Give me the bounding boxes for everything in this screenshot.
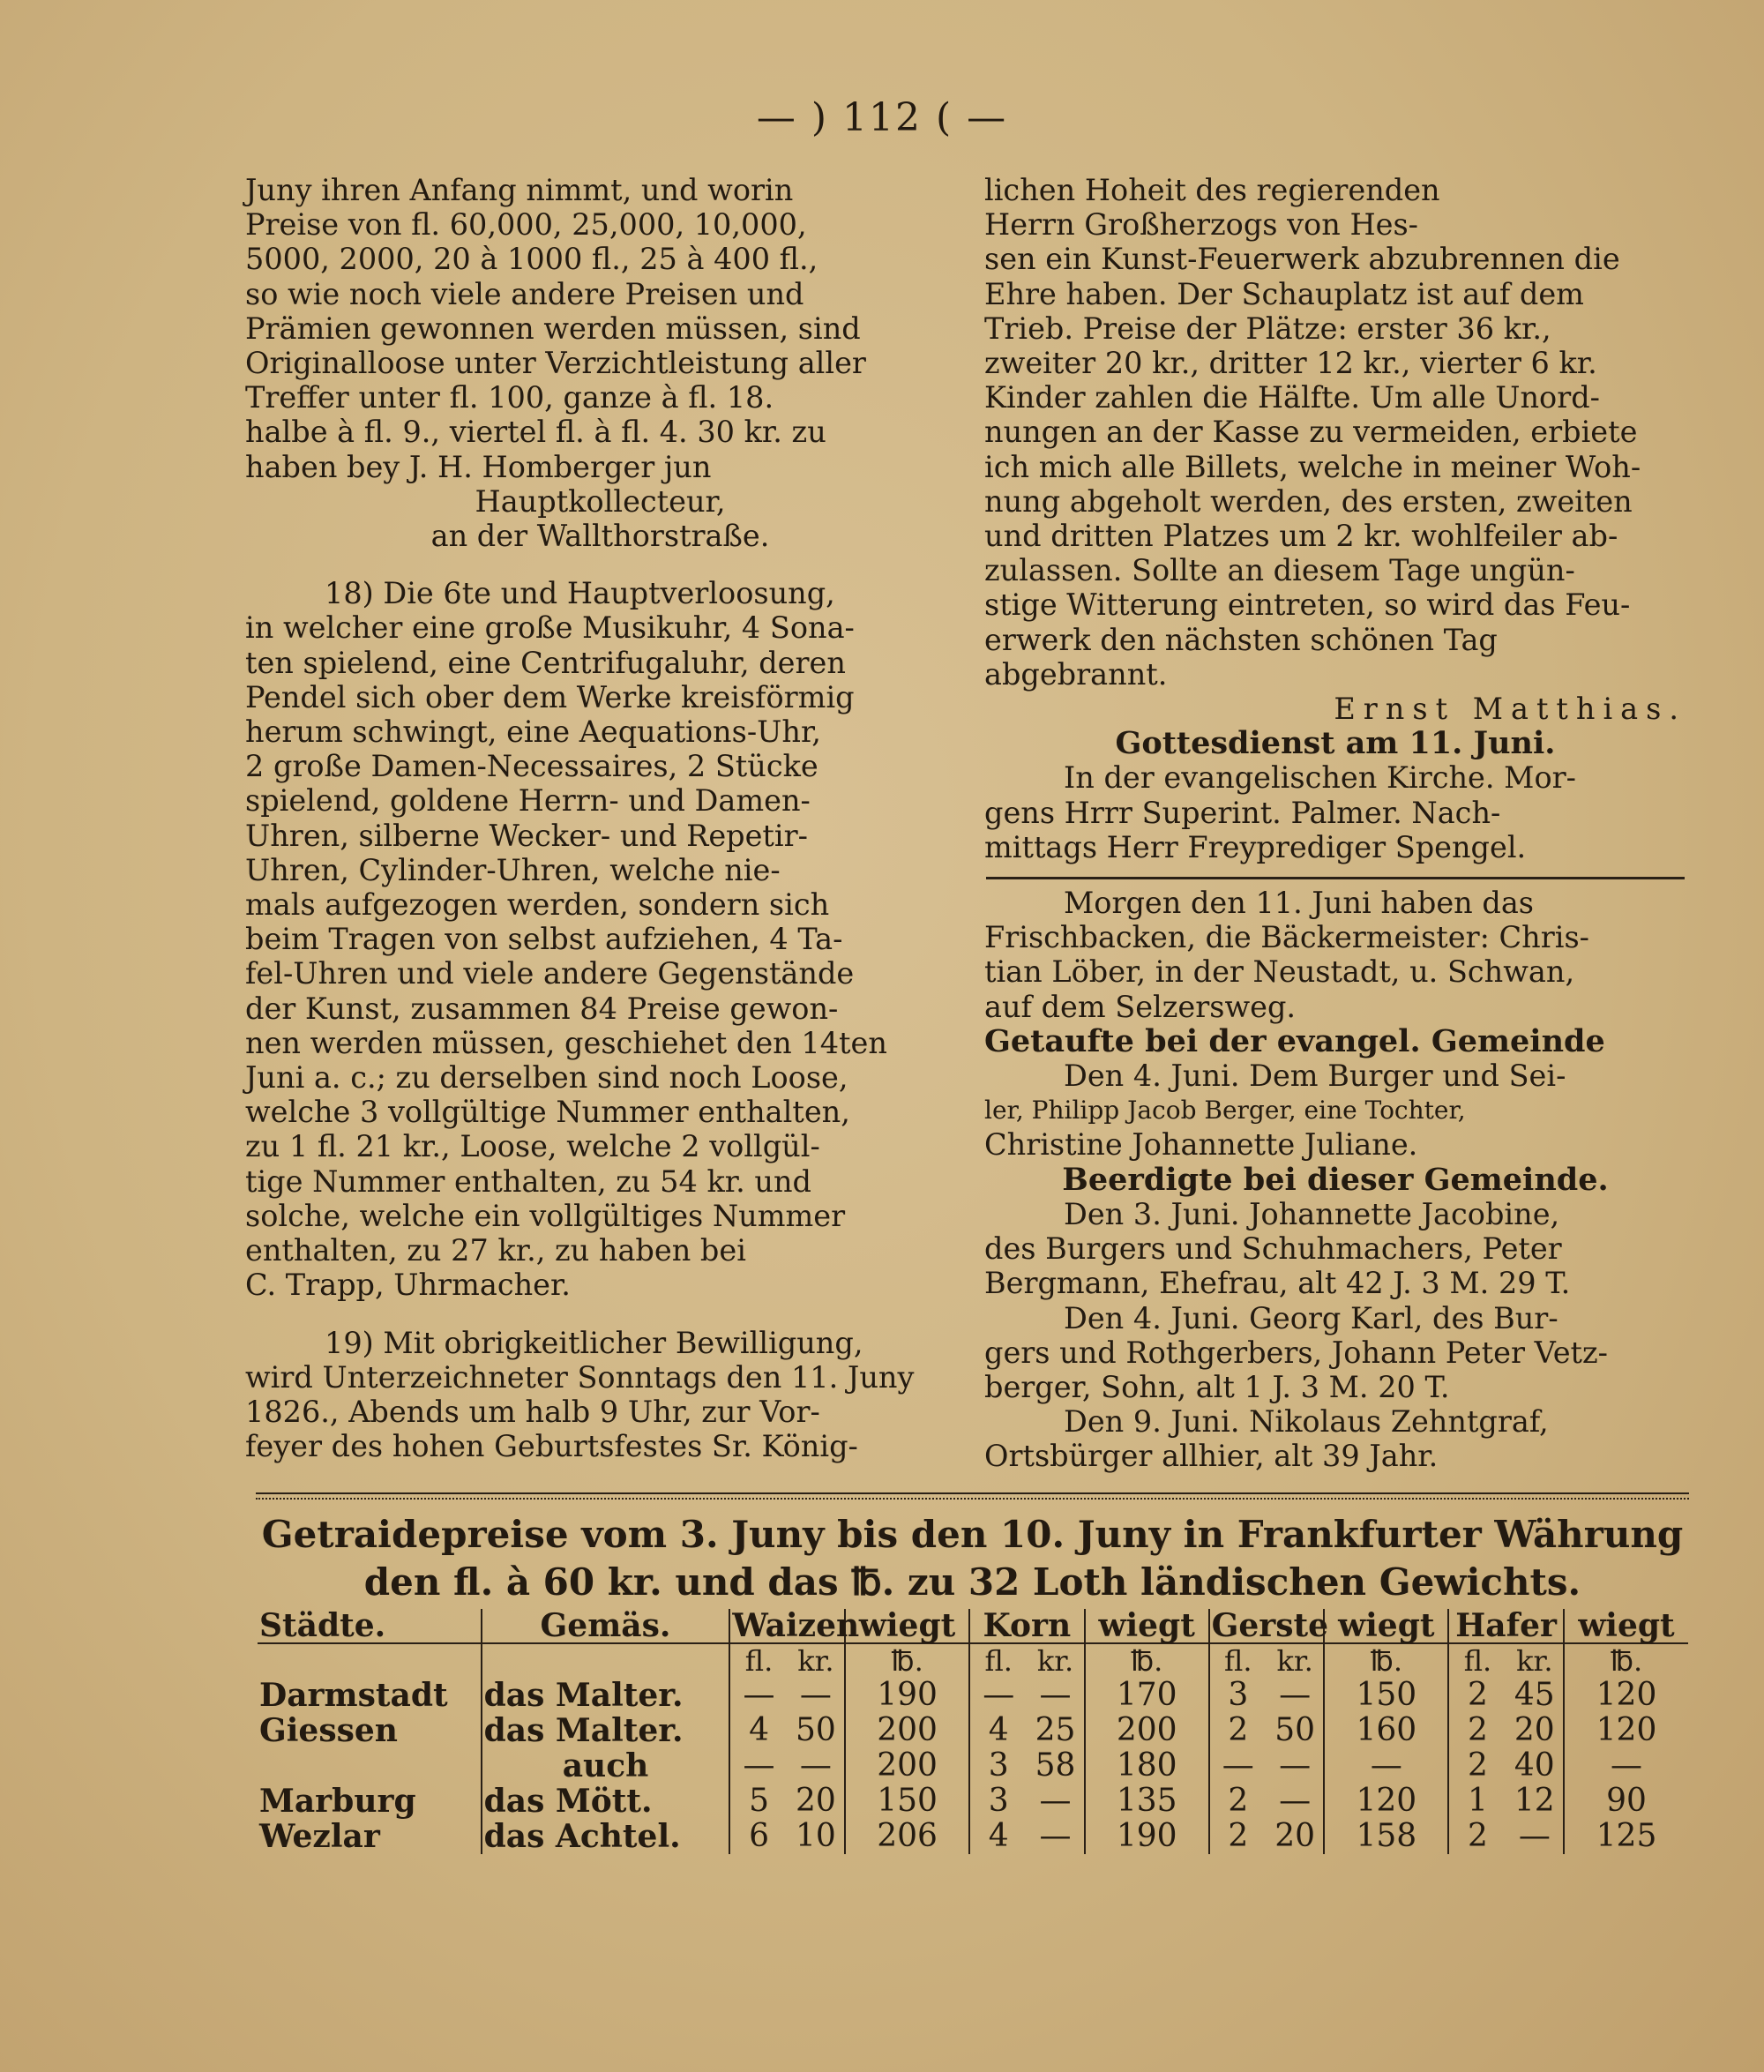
price-table-title-line: den fl. à 60 kr. und das ℔. zu 32 Loth ländischen Gewichts. — [363, 1560, 1581, 1604]
sub-header-fl: fl. — [729, 1643, 787, 1678]
text-line: nen werden müssen, geschiehet den 14ten — [245, 1025, 887, 1060]
price-cell: — — [1518, 1818, 1551, 1854]
price-cell: 2 — [1209, 1713, 1267, 1748]
price-cell: 3 — [969, 1748, 1027, 1784]
measure-cell: das Malter. — [482, 1678, 730, 1713]
service-heading: Gottesdienst am 11. Juni. — [1115, 725, 1556, 762]
sub-header-fl: fl. — [1209, 1643, 1267, 1678]
price-cell: 45 — [1514, 1677, 1555, 1713]
weight-cell: 200 — [845, 1713, 969, 1748]
price-cell: 20 — [796, 1783, 836, 1819]
text-line: Den 9. Juni. Nikolaus Zehntgraf, — [1064, 1404, 1549, 1440]
town-cell: Darmstadt — [259, 1677, 448, 1714]
price-cell: 3 — [1209, 1678, 1267, 1713]
text-line: Pendel sich ober dem Werke kreisförmig — [245, 679, 855, 714]
sub-header-kr: kr. — [1036, 1644, 1074, 1678]
price-cell: 6 — [729, 1819, 787, 1854]
text-line: feyer des hohen Geburtsfestes Sr. König- — [245, 1429, 858, 1464]
price-cell: — — [1279, 1783, 1312, 1819]
weight-cell: 170 — [1085, 1678, 1209, 1713]
text-line: tian Löber, in der Neustadt, u. Schwan, — [984, 954, 1575, 990]
text-line: wird Unterzeichneter Sonntags den 11. Juny — [245, 1359, 915, 1395]
right-column — [984, 173, 1686, 1474]
price-cell: 20 — [1514, 1712, 1555, 1748]
price-cell: — — [1279, 1677, 1312, 1713]
text-line: auf dem Selzersweg. — [984, 989, 1297, 1024]
price-cell: 2 — [1209, 1784, 1267, 1819]
weight-cell: — — [1564, 1748, 1688, 1784]
text-line: gers und Rothgerbers, Johann Peter Vetz- — [984, 1335, 1608, 1370]
measure-cell: auch — [482, 1748, 730, 1784]
text-line: Den 4. Juni. Dem Burger und Sei- — [1064, 1058, 1566, 1094]
text-line: Bergmann, Ehefrau, alt 42 J. 3 M. 29 T. — [984, 1266, 1571, 1301]
weight-cell: 200 — [1085, 1713, 1209, 1748]
price-cell: 2 — [1448, 1678, 1506, 1713]
text-line: 5000, 2000, 20 à 1000 fl., 25 à 400 fl., — [245, 242, 818, 277]
price-cell: 20 — [1274, 1818, 1316, 1854]
weight-cell: 150 — [1324, 1678, 1448, 1713]
item-18-start: 18) Die 6te und Hauptverloosung, — [325, 576, 835, 611]
price-cell: 2 — [1448, 1748, 1506, 1784]
text-line: enthalten, zu 27 kr., zu haben bei — [245, 1233, 746, 1268]
price-cell: 4 — [969, 1713, 1027, 1748]
text-line: Herrn Großherzogs von Hes- — [984, 207, 1418, 243]
weight-cell: — — [1324, 1748, 1448, 1784]
price-cell: 50 — [1274, 1712, 1316, 1748]
measure-cell: das Malter. — [482, 1713, 730, 1748]
text-line: berger, Sohn, alt 1 J. 3 M. 20 T. — [984, 1369, 1450, 1404]
price-cell: 58 — [1035, 1747, 1076, 1784]
measure-cell: das Achtel. — [482, 1819, 730, 1854]
text-line: herum schwingt, eine Aequations-Uhr, — [245, 714, 821, 750]
weight-cell: 90 — [1564, 1784, 1688, 1819]
price-cell: 4 — [729, 1713, 787, 1748]
town-cell: Marburg — [259, 1783, 416, 1820]
section-divider — [986, 877, 1685, 879]
table-row — [258, 1784, 1688, 1819]
table-divider-dotted — [256, 1498, 1689, 1500]
text-line: Hauptkollecteur, — [475, 483, 726, 519]
sub-header-kr: kr. — [1516, 1644, 1553, 1678]
price-cell: 12 — [1514, 1783, 1555, 1819]
text-line: Originalloose unter Verzichtleistung aller — [245, 346, 866, 381]
text-line: solche, welche ein vollgültiges Nummer — [245, 1198, 846, 1233]
price-cell: — — [729, 1678, 787, 1713]
signature: Ernst Matthias. — [1334, 692, 1686, 727]
text-line: nungen an der Kasse zu vermeiden, erbiete — [984, 415, 1638, 450]
price-cell: — — [969, 1678, 1027, 1713]
item-19-start: 19) Mit obrigkeitlicher Bewilligung, — [325, 1325, 863, 1360]
text-line: spielend, goldene Herrn- und Damen- — [245, 783, 811, 819]
weight-cell: 125 — [1564, 1819, 1688, 1854]
text-line: 2 große Damen-Necessaires, 2 Stücke — [245, 749, 818, 784]
price-cell: 5 — [729, 1784, 787, 1819]
column-header-towns: Städte. — [258, 1609, 482, 1643]
text-line: Den 3. Juni. Johannette Jacobine, — [1064, 1196, 1560, 1231]
sub-header-kr: kr. — [797, 1644, 834, 1678]
sub-header-fl: fl. — [1448, 1643, 1506, 1678]
price-cell: 2 — [1448, 1819, 1506, 1854]
text-line: stige Witterung eintreten, so wird das Feu- — [984, 587, 1631, 623]
text-line: fel-Uhren und viele andere Gegenstände — [245, 956, 855, 991]
text-line: Uhren, Cylinder-Uhren, welche nie- — [245, 852, 781, 887]
text-line: Morgen den 11. Juni haben das — [1064, 886, 1534, 921]
page-number: — ) 112 ( — — [756, 95, 1008, 140]
price-cell: — — [729, 1748, 787, 1784]
table-row — [258, 1819, 1688, 1854]
price-cell: — — [1279, 1747, 1312, 1784]
price-cell: 50 — [796, 1712, 836, 1748]
weight-cell: 190 — [1085, 1819, 1209, 1854]
text-line: Preise von fl. 60,000, 25,000, 10,000, — [245, 207, 807, 243]
weight-cell: 206 — [845, 1819, 969, 1854]
sub-header-kr: kr. — [1276, 1644, 1313, 1678]
text-line: gens Hrrr Superint. Palmer. Nach- — [984, 795, 1501, 830]
price-cell: — — [799, 1677, 832, 1713]
text-line: zweiter 20 kr., dritter 12 kr., vierter 6 kr. — [984, 346, 1597, 381]
text-line: mittags Herr Freyprediger Spengel. — [984, 829, 1527, 864]
text-line: lichen Hoheit des regierenden — [984, 173, 1440, 207]
weight-cell: 150 — [845, 1784, 969, 1819]
text-line: Ehre haben. Der Schauplatz ist auf dem — [984, 276, 1584, 311]
text-line: Frischbacken, die Bäckermeister: Chris- — [984, 920, 1589, 955]
town-cell: Giessen — [259, 1712, 398, 1749]
sub-header-lb: ℔. — [1324, 1643, 1448, 1678]
text-line: erwerk den nächsten schönen Tag abgebrannt. — [984, 622, 1498, 692]
price-cell: 2 — [1448, 1713, 1506, 1748]
text-line: und dritten Platzes um 2 kr. wohlfeiler ab- — [984, 519, 1618, 554]
price-cell: 25 — [1035, 1712, 1076, 1748]
sub-header-lb: ℔. — [845, 1643, 969, 1678]
table-row — [258, 1678, 1688, 1713]
column-header-weight: wiegt — [1324, 1609, 1448, 1643]
sub-header-lb: ℔. — [1085, 1643, 1209, 1678]
weight-cell: 120 — [1564, 1678, 1688, 1713]
price-cell: 1 — [1448, 1784, 1506, 1819]
text-line: Prämien gewonnen werden müssen, sind — [245, 310, 861, 346]
text-line: in welcher eine große Musikuhr, 4 Sona- — [245, 610, 855, 646]
measure-cell: das Mött. — [482, 1784, 730, 1819]
weight-cell: 158 — [1324, 1819, 1448, 1854]
table-divider — [256, 1492, 1689, 1494]
price-cell: 2 — [1209, 1819, 1267, 1854]
price-cell: — — [1209, 1748, 1267, 1784]
text-line: Kinder zahlen die Hälfte. Um alle Unord- — [984, 380, 1601, 415]
column-header-weight: wiegt — [845, 1609, 969, 1643]
text-line: tige Nummer enthalten, zu 54 kr. und — [245, 1163, 811, 1199]
price-cell: 4 — [969, 1819, 1027, 1854]
weight-cell: 200 — [845, 1748, 969, 1784]
text-line: halbe à fl. 9., viertel fl. à fl. 4. 30 kr. zu — [245, 415, 826, 450]
text-line: Juni a. c.; zu derselben sind noch Loose, — [245, 1060, 848, 1096]
text-line: Treffer unter fl. 100, ganze à fl. 18. — [245, 380, 774, 415]
text-line: mals aufgezogen werden, sondern sich — [245, 887, 830, 923]
table-row — [258, 1713, 1688, 1748]
text-line: ler, Philipp Jacob Berger, eine Tochter, — [984, 1096, 1466, 1126]
text-line: der Kunst, zusammen 84 Preise gewon- — [245, 991, 839, 1026]
column-header-weight: wiegt — [1564, 1609, 1688, 1643]
text-line: zulassen. Sollte an diesem Tage ungün- — [984, 553, 1575, 588]
text-line: Christine Johannette Juliane. — [984, 1127, 1418, 1163]
column-header-wheat: Waizen — [729, 1609, 845, 1643]
weight-cell: 135 — [1085, 1784, 1209, 1819]
burial-heading: Beerdigte bei dieser Gemeinde. — [1062, 1161, 1609, 1198]
column-header-rye: Korn — [969, 1609, 1085, 1643]
price-table-title-line: Getraidepreise vom 3. Juny bis den 10. Juny in Frankfurter Währung — [261, 1513, 1684, 1556]
column-header-measure: Gemäs. — [482, 1609, 730, 1643]
price-cell: — — [1039, 1783, 1072, 1819]
baptism-heading: Getaufte bei der evangel. Gemeinde — [984, 1022, 1605, 1059]
text-line: 1826., Abends um halb 9 Uhr, zur Vor- — [245, 1394, 820, 1429]
weight-cell: 120 — [1564, 1713, 1688, 1748]
column-header-weight: wiegt — [1085, 1609, 1209, 1643]
text-line: ich mich alle Billets, welche in meiner Woh- — [984, 449, 1641, 484]
price-cell: 40 — [1514, 1747, 1555, 1784]
price-cell: 3 — [969, 1784, 1027, 1819]
text-line: C. Trapp, Uhrmacher. — [245, 1268, 571, 1303]
weight-cell: 190 — [845, 1678, 969, 1713]
text-line: an der Wallthorstraße. — [430, 519, 770, 554]
price-cell: — — [1039, 1818, 1072, 1854]
town-cell: Wezlar — [259, 1818, 380, 1855]
text-line: so wie noch viele andere Preisen und — [245, 276, 804, 311]
weight-cell: 160 — [1324, 1713, 1448, 1748]
town-cell — [258, 1748, 482, 1784]
text-line: Uhren, silberne Wecker- und Repetir- — [245, 818, 808, 853]
price-cell: — — [1039, 1677, 1072, 1713]
text-line: Trieb. Preise der Plätze: erster 36 kr., — [984, 310, 1551, 346]
weight-cell: 180 — [1085, 1748, 1209, 1784]
text-line: nung abgeholt werden, des ersten, zweiten — [984, 483, 1633, 519]
text-line: sen ein Kunst-Feuerwerk abzubrennen die — [984, 242, 1620, 277]
price-table-title — [256, 1511, 1689, 1606]
price-cell: 10 — [796, 1818, 836, 1854]
text-line: Ortsbürger allhier, alt 39 Jahr. — [984, 1439, 1439, 1474]
table-row — [258, 1748, 1688, 1784]
text-line: beim Tragen von selbst aufziehen, 4 Ta- — [245, 922, 843, 957]
weight-cell: 120 — [1324, 1784, 1448, 1819]
sub-header-lb: ℔. — [1564, 1643, 1688, 1678]
text-line: Den 4. Juni. Georg Karl, des Bur- — [1064, 1300, 1558, 1335]
text-line: des Burgers und Schuhmachers, Peter — [984, 1231, 1562, 1267]
grain-price-table — [258, 1609, 1688, 1854]
left-column — [245, 173, 955, 1463]
text-line: haben bey J. H. Homberger jun — [245, 449, 712, 484]
text-line: welche 3 vollgültige Nummer enthalten, — [245, 1095, 850, 1130]
text-line: zu 1 fl. 21 kr., Loose, welche 2 vollgül- — [245, 1129, 820, 1164]
column-header-oats: Hafer — [1448, 1609, 1564, 1643]
text-line: ten spielend, eine Centrifugaluhr, deren — [245, 645, 846, 680]
price-cell: — — [799, 1747, 832, 1784]
text-line: Juny ihren Anfang nimmt, und worin — [245, 173, 794, 207]
column-header-barley: Gerste — [1209, 1609, 1325, 1643]
sub-header-fl: fl. — [969, 1643, 1027, 1678]
text-line: In der evangelischen Kirche. Mor- — [1064, 760, 1576, 796]
